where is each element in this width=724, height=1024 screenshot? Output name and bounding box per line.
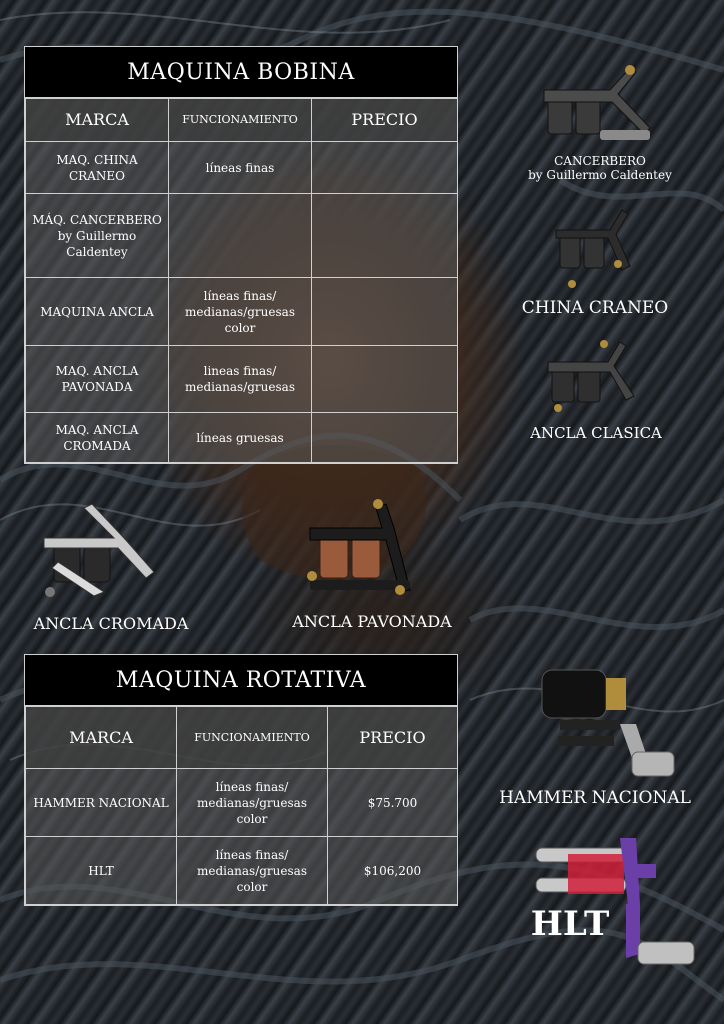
china-craneo-machine-image — [552, 204, 634, 294]
ancla-cromada-machine-image — [34, 502, 158, 602]
label-ancla-cromada: ANCLA CROMADA — [33, 614, 189, 633]
row-funcionamiento: líneas finas/ medianas/gruesas color — [169, 278, 312, 346]
table-row — [26, 413, 458, 463]
row-marca: MÁQ. CANCERBERO by Guillermo Caldentey — [26, 194, 169, 278]
row-funcionamiento: líneas finas/ medianas/gruesas color — [177, 837, 328, 905]
rotativa-panel — [24, 654, 458, 906]
label-ancla-pavonada: ANCLA PAVONADA — [292, 612, 452, 631]
row-precio — [312, 346, 458, 413]
bobina-panel — [24, 46, 458, 464]
hammer-nacional-machine-image — [536, 664, 686, 784]
header-precio: PRECIO — [328, 707, 458, 769]
ancla-clasica-machine-image — [544, 334, 640, 416]
row-marca: MAQ. ANCLA PAVONADA — [26, 346, 169, 413]
row-precio: $75.700 — [328, 769, 458, 837]
table-row — [26, 837, 458, 905]
row-marca: MAQ. CHINA CRANEO — [26, 142, 169, 194]
rotativa-table — [25, 706, 458, 905]
row-precio — [312, 278, 458, 346]
table-row — [26, 142, 458, 194]
header-precio: PRECIO — [312, 99, 458, 142]
label-hlt: HLT — [530, 904, 610, 944]
header-funcionamiento: FUNCIONAMIENTO — [169, 99, 312, 142]
row-precio: $106,200 — [328, 837, 458, 905]
row-precio — [312, 142, 458, 194]
ancla-pavonada-machine-image — [290, 494, 420, 604]
row-precio — [312, 413, 458, 463]
rotativa-title: MAQUINA ROTATIVA — [25, 655, 457, 706]
header-marca: MARCA — [26, 707, 177, 769]
row-funcionamiento: líneas finas/ medianas/gruesas color — [177, 769, 328, 837]
bobina-title: MAQUINA BOBINA — [25, 47, 457, 98]
table-row — [26, 278, 458, 346]
row-marca: MAQ. ANCLA CROMADA — [26, 413, 169, 463]
label-cancerbero-text: CANCERBERO — [554, 154, 646, 168]
table-row — [26, 346, 458, 413]
label-cancerbero — [520, 154, 680, 182]
label-hammer-nacional: HAMMER NACIONAL — [499, 788, 691, 808]
label-cancerbero-by: by Guillermo Caldentey — [528, 168, 672, 182]
label-ancla-clasica: ANCLA CLASICA — [530, 424, 662, 442]
row-funcionamiento: lineas finas/ medianas/gruesas — [169, 346, 312, 413]
table-row — [26, 194, 458, 278]
row-marca: HAMMER NACIONAL — [26, 769, 177, 837]
table-row — [26, 769, 458, 837]
row-funcionamiento — [169, 194, 312, 278]
row-funcionamiento: líneas finas — [169, 142, 312, 194]
row-marca: MAQUINA ANCLA — [26, 278, 169, 346]
header-funcionamiento: FUNCIONAMIENTO — [177, 707, 328, 769]
label-china-craneo: CHINA CRANEO — [521, 298, 669, 318]
cancerbero-machine-image — [540, 58, 660, 153]
row-precio — [312, 194, 458, 278]
header-marca: MARCA — [26, 99, 169, 142]
row-funcionamiento: líneas gruesas — [169, 413, 312, 463]
row-marca: HLT — [26, 837, 177, 905]
bobina-table — [25, 98, 458, 463]
